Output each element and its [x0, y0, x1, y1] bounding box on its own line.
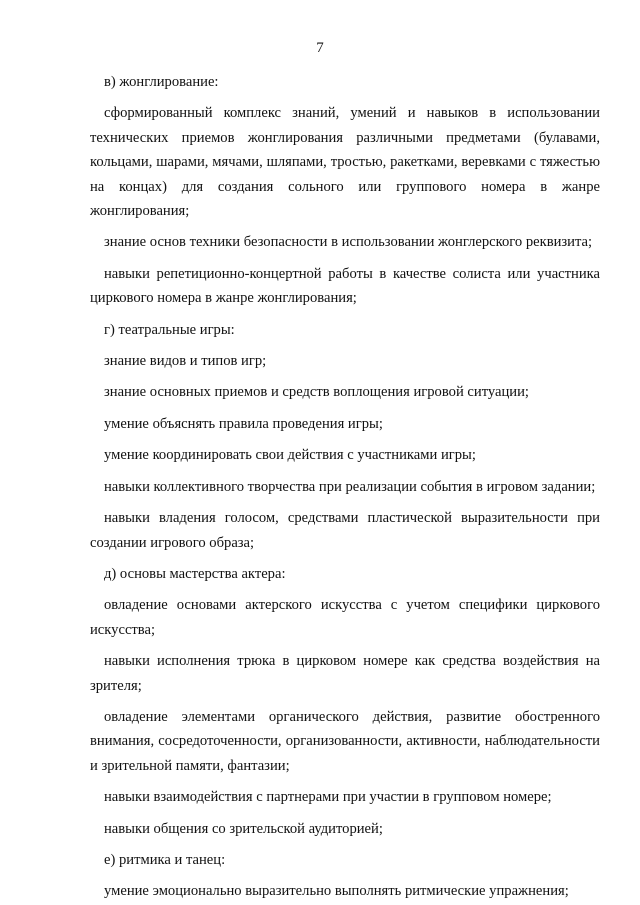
page-body: [90, 70, 600, 904]
paragraph: умение объяснять правила проведения игры;: [104, 415, 383, 432]
paragraph: навыки исполнения трюка в цирковом номере как средства воздействия на зрителя;: [90, 653, 600, 694]
paragraph: навыки владения голосом, средствами пластической выразительности при создании игрового образа;: [90, 510, 600, 551]
paragraph: навыки репетиционно-концертной работы в качестве солиста или участника циркового номера в жанре жонглирования;: [90, 265, 600, 307]
paragraph: сформированный комплекс знаний, умений и навыков в использовании технических приемов жонглирования различными предметами (булавами, кольцами, шарами, мячами, шляпами, тростью, ракетками, веревками с тяжестью на концах) для создания сольного или группового номера в жанре жонглирования;: [90, 105, 600, 220]
paragraph: знание основных приемов и средств воплощения игровой ситуации;: [104, 384, 529, 401]
section-heading-acting: д) основы мастерства актера:: [104, 565, 286, 582]
paragraph: навыки взаимодействия с партнерами при участии в групповом номере;: [104, 789, 552, 806]
section-heading-theatrical-games: г) театральные игры:: [104, 321, 235, 338]
paragraph: овладение элементами органического действия, развитие обостренного внимания, сосредоточенности, организованности, активности, наблюдательности и зрительной памяти, фантазии;: [90, 708, 600, 774]
page-number: 7: [316, 40, 324, 56]
paragraph: овладение основами актерского искусства с учетом специфики циркового искусства;: [90, 597, 600, 638]
section-heading-rhythm-dance: е) ритмика и танец:: [104, 851, 226, 868]
paragraph: навыки общения со зрительской аудиторией;: [104, 820, 383, 837]
paragraph: умение эмоционально выразительно выполнять ритмические упражнения;: [104, 883, 569, 900]
paragraph: знание основ техники безопасности в использовании жонглерского реквизита;: [104, 234, 593, 251]
paragraph: умение координировать свои действия с участниками игры;: [104, 447, 476, 464]
section-heading-juggling: в) жонглирование:: [104, 74, 219, 90]
paragraph: знание видов и типов игр;: [104, 353, 267, 370]
paragraph: навыки коллективного творчества при реализации события в игровом задании;: [104, 478, 596, 495]
